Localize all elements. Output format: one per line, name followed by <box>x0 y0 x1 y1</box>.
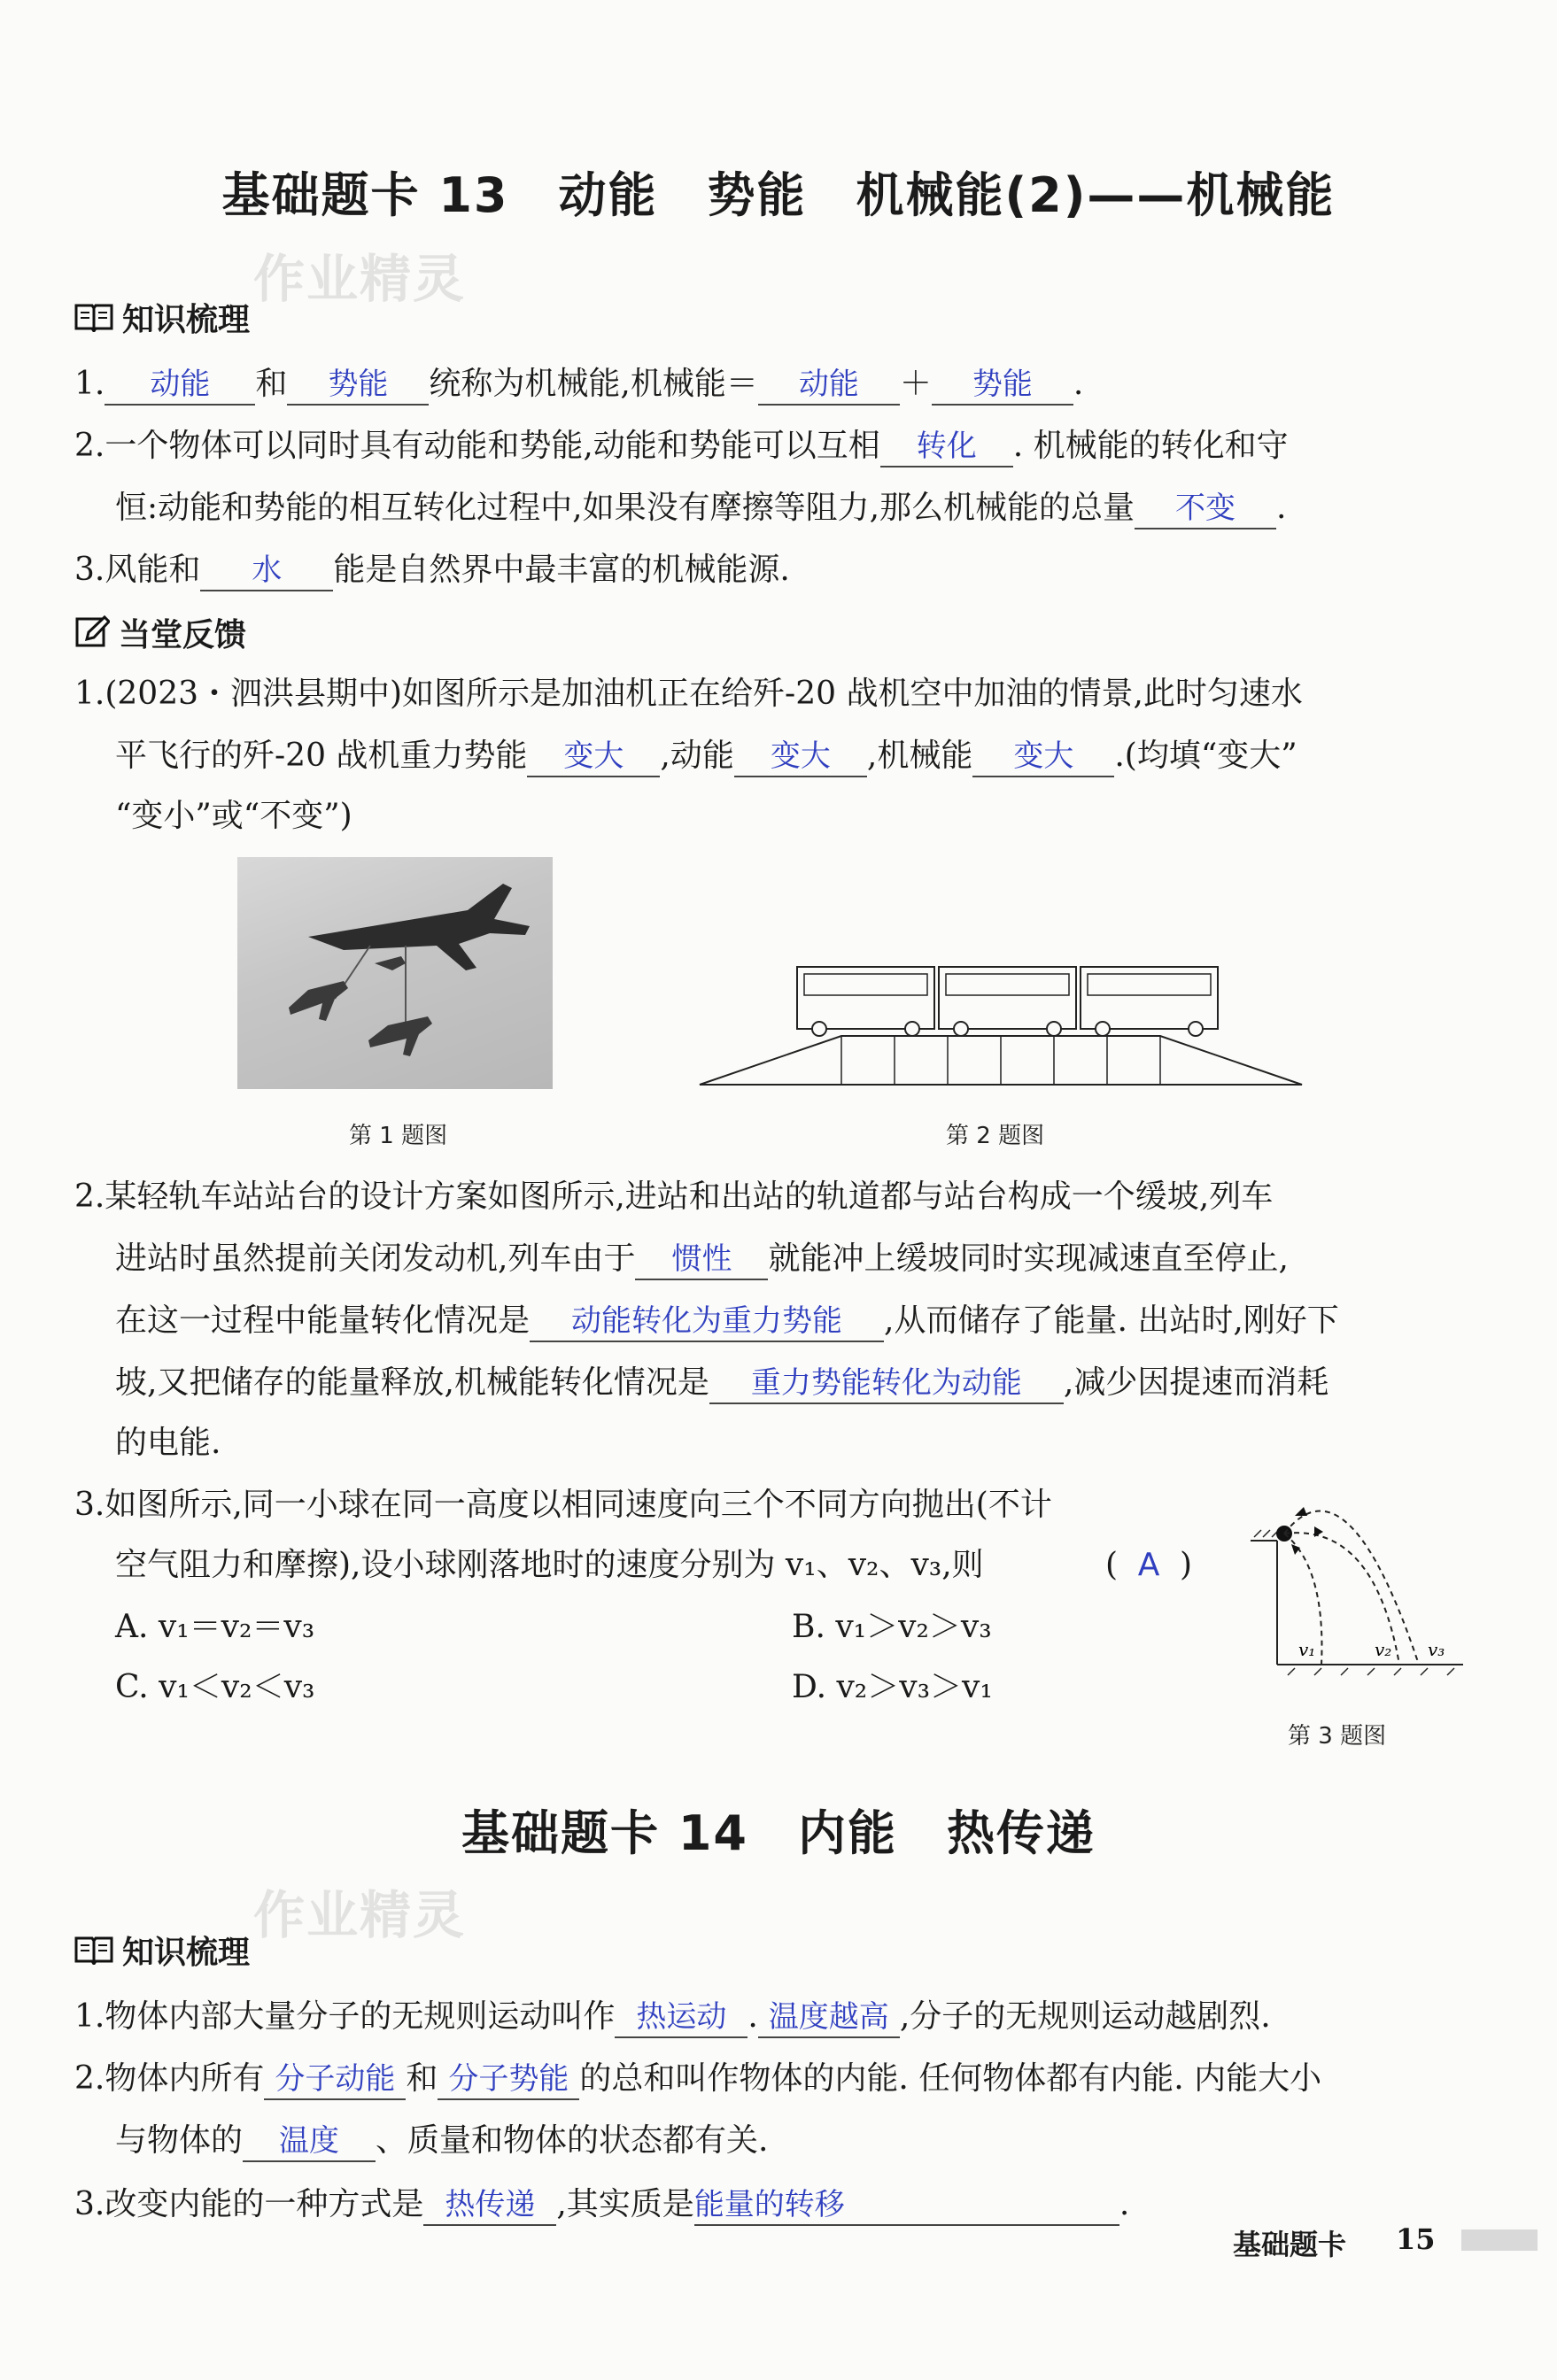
answer-blank[interactable]: 水 <box>200 551 333 591</box>
section-title: 知识梳理 <box>122 301 251 338</box>
option-a[interactable]: A. v₁＝v₂＝v₃ <box>115 1609 315 1645</box>
pencil-icon <box>74 614 110 650</box>
book-icon <box>74 1935 113 1965</box>
book-icon <box>74 302 113 332</box>
answer-blank[interactable]: 能量的转移 <box>694 2185 1119 2226</box>
card14-title: 基础题卡 14 内能 热传递 <box>461 1805 1096 1861</box>
question-2-cont: 进站时虽然提前关闭发动机,列车由于 惯性 就能冲上缓坡同时实现减速直至停止, <box>115 1238 1289 1280</box>
answer-blank[interactable]: 动能 <box>105 365 255 406</box>
answer-bracket: ( A ) <box>1105 1544 1192 1587</box>
card14-item-2: 2.物体内所有 分子动能 和 分子势能 的总和叫作物体的内能. 任何物体都有内能. 内能大小 <box>74 2058 1321 2100</box>
answer-blank[interactable]: 变大 <box>972 737 1114 777</box>
answer-blank[interactable]: 动能 <box>758 365 900 406</box>
question-1-cont2: “变小”或“不变”) <box>115 798 352 834</box>
knowledge-item-3: 3.风能和 水 能是自然界中最丰富的机械能源. <box>74 549 790 591</box>
footer-label: 基础题卡 <box>1233 2228 1347 2261</box>
answer-blank[interactable]: 变大 <box>527 737 660 777</box>
answer-blank[interactable]: 惯性 <box>635 1240 768 1280</box>
aircraft-illustration <box>237 857 553 1089</box>
answer-blank[interactable]: 热传递 <box>423 2185 556 2226</box>
card13-title: 基础题卡 13 动能 势能 机械能(2)——机械能 <box>221 167 1336 223</box>
answer-blank[interactable]: 分子动能 <box>264 2059 406 2100</box>
knowledge-section-head <box>74 296 250 338</box>
question-2-cont2: 在这一过程中能量转化情况是 动能转化为重力势能 ,从而储存了能量. 出站时,刚好下 <box>115 1300 1339 1342</box>
figure-2-caption: 第 2 题图 <box>946 1123 1045 1149</box>
figure-3-caption: 第 3 题图 <box>1288 1723 1387 1750</box>
question-2: 2.某轻轨车站站台的设计方案如图所示,进站和出站的轨道都与站台构成一个缓坡,列车 <box>74 1178 1274 1215</box>
page-number: 15 <box>1396 2222 1436 2256</box>
answer-blank[interactable]: 不变 <box>1135 489 1276 529</box>
question-1: 1.(2023・泗洪县期中)如图所示是加油机正在给歼-20 战机空中加油的情景,此时匀速水 <box>74 676 1303 712</box>
watermark: 作业精灵 <box>253 1885 467 1945</box>
projectile-diagram <box>1242 1470 1472 1682</box>
answer-blank[interactable]: 分子势能 <box>438 2059 579 2100</box>
choice-answer[interactable]: A <box>1137 1547 1160 1583</box>
question-3-cont: 空气阻力和摩擦),设小球刚落地时的速度分别为 v₁、v₂、v₃,则 <box>115 1547 984 1583</box>
answer-blank[interactable]: 势能 <box>287 365 429 406</box>
v3-label: v₃ <box>1428 1639 1445 1660</box>
option-d[interactable]: D. v₂＞v₃＞v₁ <box>792 1669 993 1705</box>
knowledge-item-2-cont: 恒:动能和势能的相互转化过程中,如果没有摩擦等阻力,那么机械能的总量 不变 . <box>115 487 1286 529</box>
question-2-cont4: 的电能. <box>115 1425 221 1461</box>
section-title: 知识梳理 <box>122 1934 251 1971</box>
answer-blank[interactable]: 重力势能转化为动能 <box>709 1364 1064 1404</box>
option-b[interactable]: B. v₁＞v₂＞v₃ <box>792 1609 992 1645</box>
question-2-cont3: 坡,又把储存的能量释放,机械能转化情况是 重力势能转化为动能 ,减少因提速而消耗 <box>115 1362 1328 1404</box>
answer-blank[interactable]: 温度 <box>243 2121 376 2162</box>
card14-item-1: 1.物体内部大量分子的无规则运动叫作 热运动 . 温度越高 ,分子的无规则运动越剧烈. <box>74 1996 1271 2038</box>
section-title: 当堂反馈 <box>119 616 247 653</box>
answer-blank[interactable]: 温度越高 <box>758 1998 900 2038</box>
knowledge-item-2: 2.一个物体可以同时具有动能和势能,动能和势能可以互相 转化 . 机械能的转化和守 <box>74 425 1289 468</box>
feedback-section-head <box>74 611 246 653</box>
watermark: 作业精灵 <box>253 249 467 309</box>
card14-item-3: 3.改变内能的一种方式是 热传递 ,其实质是能量的转移 . <box>74 2183 1129 2226</box>
v1-label: v₁ <box>1298 1639 1316 1660</box>
answer-blank[interactable]: 变大 <box>734 737 867 777</box>
light-rail-station-diagram <box>691 956 1311 1098</box>
question-1-cont: 平飞行的歼-20 战机重力势能 变大 ,动能 变大 ,机械能 变大 .(均填“变大” <box>115 735 1298 777</box>
footer-decoration <box>1461 2229 1538 2251</box>
figure-1-caption: 第 1 题图 <box>349 1123 448 1149</box>
answer-blank[interactable]: 势能 <box>932 365 1073 406</box>
knowledge-item-1: 1. 动能 和 势能 统称为机械能,机械能＝ 动能 ＋ 势能 . <box>74 363 1083 406</box>
answer-blank[interactable]: 转化 <box>880 427 1013 468</box>
answer-blank[interactable]: 动能转化为重力势能 <box>530 1302 884 1342</box>
option-c[interactable]: C. v₁＜v₂＜v₃ <box>115 1669 315 1705</box>
card14-item-2-cont: 与物体的 温度 、质量和物体的状态都有关. <box>115 2120 768 2162</box>
question-3: 3.如图所示,同一小球在同一高度以相同速度向三个不同方向抛出(不计 <box>74 1487 1052 1523</box>
knowledge-section-head-2 <box>74 1928 250 1971</box>
refueling-photo <box>237 857 553 1089</box>
answer-blank[interactable]: 热运动 <box>615 1998 748 2038</box>
v2-label: v₂ <box>1375 1639 1392 1660</box>
